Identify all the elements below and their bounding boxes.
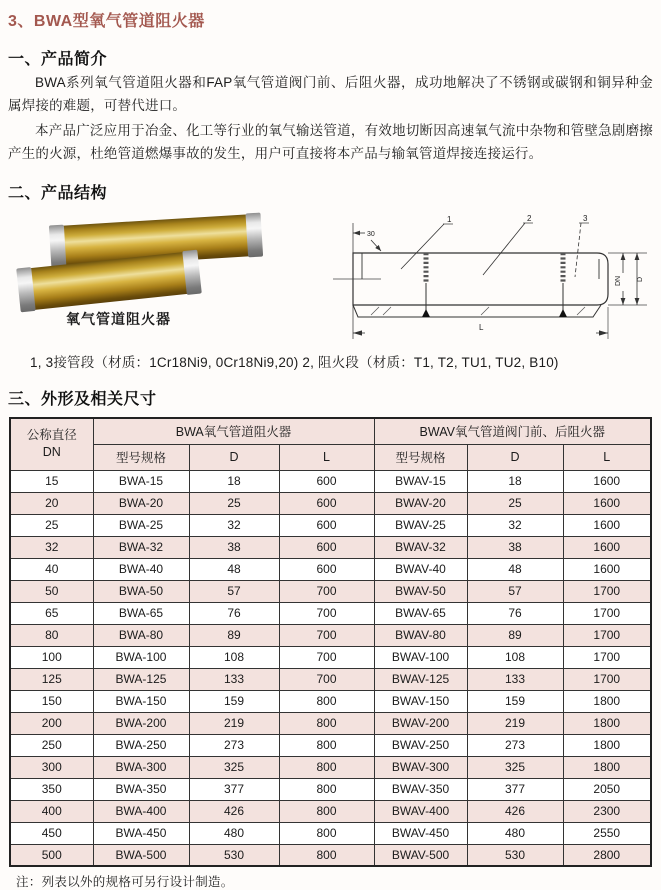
table-row bbox=[10, 646, 651, 668]
table-cell-bwa_l: 800 bbox=[279, 756, 374, 778]
header-bwav-l: L bbox=[563, 444, 651, 470]
table-cell-bwav_l: 1700 bbox=[563, 668, 651, 690]
table-cell-bwav_model: BWAV-500 bbox=[374, 844, 467, 866]
table-cell-bwav_l: 1800 bbox=[563, 734, 651, 756]
drawing-label-part3: 3 bbox=[583, 214, 588, 223]
table-cell-bwa_d: 377 bbox=[189, 778, 279, 800]
table-cell-bwav_model: BWAV-50 bbox=[374, 580, 467, 602]
table-cell-bwa_d: 57 bbox=[189, 580, 279, 602]
intro-paragraph-1: BWA系列氧气管道阻火器和FAP氧气管道阀门前、后阻火器，成功地解决了不锈钢或碳钢和铜异种金属焊接的难题，可替代进口。 bbox=[8, 75, 653, 113]
table-cell-bwav_model: BWAV-300 bbox=[374, 756, 467, 778]
header-dn-label: DN bbox=[42, 445, 61, 460]
table-cell-bwa_d: 89 bbox=[189, 624, 279, 646]
table-cell-bwav_l: 1700 bbox=[563, 624, 651, 646]
table-cell-bwa_model: BWA-400 bbox=[93, 800, 189, 822]
product-photo bbox=[8, 207, 323, 345]
table-cell-bwav_l: 2550 bbox=[563, 822, 651, 844]
table-cell-bwa_l: 700 bbox=[279, 580, 374, 602]
table-cell-bwa_l: 800 bbox=[279, 712, 374, 734]
table-cell-bwa_d: 32 bbox=[189, 514, 279, 536]
table-cell-bwa_d: 159 bbox=[189, 690, 279, 712]
table-cell-dn: 150 bbox=[10, 690, 93, 712]
table-row bbox=[10, 800, 651, 822]
table-cell-bwa_d: 48 bbox=[189, 558, 279, 580]
table-cell-bwav_l: 2050 bbox=[563, 778, 651, 800]
table-cell-bwav_d: 25 bbox=[467, 492, 563, 514]
table-cell-bwav_l: 2300 bbox=[563, 800, 651, 822]
table-cell-bwav_d: 273 bbox=[467, 734, 563, 756]
table-cell-bwav_l: 1800 bbox=[563, 690, 651, 712]
table-cell-bwav_d: 32 bbox=[467, 514, 563, 536]
header-bwa-model: 型号规格 bbox=[93, 444, 189, 470]
table-cell-bwa_model: BWA-80 bbox=[93, 624, 189, 646]
table-cell-bwav_d: 57 bbox=[467, 580, 563, 602]
table-cell-bwav_d: 219 bbox=[467, 712, 563, 734]
table-cell-bwav_d: 377 bbox=[467, 778, 563, 800]
table-cell-bwa_d: 530 bbox=[189, 844, 279, 866]
header-nominal-diameter bbox=[10, 418, 93, 470]
table-cell-bwav_l: 1700 bbox=[563, 646, 651, 668]
table-cell-dn: 300 bbox=[10, 756, 93, 778]
table-row bbox=[10, 756, 651, 778]
header-bwav-d: D bbox=[467, 444, 563, 470]
table-cell-bwa_d: 133 bbox=[189, 668, 279, 690]
table-cell-bwa_model: BWA-150 bbox=[93, 690, 189, 712]
photo-caption: 氧气管道阻火器 bbox=[66, 311, 171, 327]
table-cell-dn: 200 bbox=[10, 712, 93, 734]
table-cell-bwa_l: 800 bbox=[279, 778, 374, 800]
table-cell-bwa_model: BWA-450 bbox=[93, 822, 189, 844]
table-row bbox=[10, 690, 651, 712]
table-cell-dn: 100 bbox=[10, 646, 93, 668]
table-row bbox=[10, 734, 651, 756]
table-cell-bwa_l: 600 bbox=[279, 536, 374, 558]
table-cell-bwav_model: BWAV-400 bbox=[374, 800, 467, 822]
drawing-dim-30: 30 bbox=[367, 231, 375, 238]
table-cell-bwav_model: BWAV-200 bbox=[374, 712, 467, 734]
table-cell-bwav_model: BWAV-450 bbox=[374, 822, 467, 844]
table-cell-bwa_model: BWA-50 bbox=[93, 580, 189, 602]
table-cell-bwa_model: BWA-32 bbox=[93, 536, 189, 558]
header-group-bwav: BWAV氧气管道阀门前、后阻火器 bbox=[374, 418, 651, 444]
table-cell-dn: 50 bbox=[10, 580, 93, 602]
table-cell-bwa_model: BWA-350 bbox=[93, 778, 189, 800]
table-cell-bwav_l: 1700 bbox=[563, 580, 651, 602]
materials-note: 1, 3接管段（材质：1Cr18Ni9, 0Cr18Ni9,20) 2, 阻火段（材质：T1, T2, TU1, TU2, B10) bbox=[30, 355, 559, 370]
table-cell-bwa_l: 800 bbox=[279, 800, 374, 822]
table-cell-dn: 32 bbox=[10, 536, 93, 558]
table-cell-bwa_l: 700 bbox=[279, 602, 374, 624]
table-cell-bwa_model: BWA-125 bbox=[93, 668, 189, 690]
table-cell-bwav_l: 2800 bbox=[563, 844, 651, 866]
drawing-label-part1: 1 bbox=[447, 215, 452, 224]
section-heading-dimensions: 三、外形及相关尺寸 bbox=[8, 391, 157, 408]
table-cell-bwa_model: BWA-25 bbox=[93, 514, 189, 536]
table-cell-bwav_model: BWAV-150 bbox=[374, 690, 467, 712]
table-cell-bwa_d: 25 bbox=[189, 492, 279, 514]
table-cell-bwav_model: BWAV-250 bbox=[374, 734, 467, 756]
drawing-dim-dn: DN bbox=[615, 275, 622, 286]
table-cell-bwav_d: 325 bbox=[467, 756, 563, 778]
table-cell-bwav_model: BWAV-100 bbox=[374, 646, 467, 668]
table-cell-dn: 400 bbox=[10, 800, 93, 822]
dimensions-table-header bbox=[10, 418, 651, 470]
table-cell-bwa_l: 800 bbox=[279, 822, 374, 844]
table-cell-bwav_model: BWAV-32 bbox=[374, 536, 467, 558]
table-cell-dn: 20 bbox=[10, 492, 93, 514]
table-cell-bwa_model: BWA-40 bbox=[93, 558, 189, 580]
table-row bbox=[10, 602, 651, 624]
table-row bbox=[10, 536, 651, 558]
header-nominal-diameter-label: 公称直径 bbox=[26, 428, 77, 443]
table-cell-dn: 65 bbox=[10, 602, 93, 624]
table-cell-bwav_model: BWAV-65 bbox=[374, 602, 467, 624]
table-cell-dn: 40 bbox=[10, 558, 93, 580]
table-row bbox=[10, 668, 651, 690]
table-cell-bwav_l: 1800 bbox=[563, 712, 651, 734]
page-title: 3、BWA型氧气管道阻火器 bbox=[8, 13, 205, 30]
table-cell-bwa_l: 700 bbox=[279, 624, 374, 646]
table-cell-bwav_d: 89 bbox=[467, 624, 563, 646]
table-cell-dn: 250 bbox=[10, 734, 93, 756]
table-cell-bwav_model: BWAV-350 bbox=[374, 778, 467, 800]
table-cell-bwav_d: 18 bbox=[467, 470, 563, 492]
table-cell-bwav_model: BWAV-15 bbox=[374, 470, 467, 492]
table-cell-bwav_l: 1600 bbox=[563, 492, 651, 514]
table-cell-bwa_l: 600 bbox=[279, 492, 374, 514]
table-cell-bwav_l: 1600 bbox=[563, 536, 651, 558]
table-cell-bwa_l: 800 bbox=[279, 734, 374, 756]
table-row bbox=[10, 844, 651, 866]
table-cell-bwa_d: 325 bbox=[189, 756, 279, 778]
section-heading-intro: 一、产品简介 bbox=[8, 51, 108, 68]
footnote: 注：列表以外的规格可另行设计制造。 bbox=[16, 875, 234, 889]
table-cell-bwav_d: 480 bbox=[467, 822, 563, 844]
table-cell-bwav_l: 1600 bbox=[563, 514, 651, 536]
table-cell-bwa_d: 219 bbox=[189, 712, 279, 734]
table-cell-bwa_d: 426 bbox=[189, 800, 279, 822]
table-row bbox=[10, 514, 651, 536]
header-bwa-d: D bbox=[189, 444, 279, 470]
table-cell-bwa_l: 800 bbox=[279, 844, 374, 866]
table-cell-dn: 500 bbox=[10, 844, 93, 866]
intro-paragraph-2: 本产品广泛应用于冶金、化工等行业的氧气输送管道，有效地切断因高速氧气流中杂物和管壁急剧磨擦产生的火源，杜绝管道燃爆事故的发生，用户可直接将本产品与输氧管道焊接连接运行。 bbox=[8, 123, 653, 161]
table-cell-bwa_model: BWA-100 bbox=[93, 646, 189, 668]
table-row bbox=[10, 822, 651, 844]
table-cell-bwav_l: 1600 bbox=[563, 470, 651, 492]
structure-drawing bbox=[331, 207, 661, 345]
table-cell-bwa_l: 700 bbox=[279, 668, 374, 690]
dimensions-table bbox=[9, 417, 652, 867]
drawing-label-part2: 2 bbox=[527, 214, 532, 223]
table-cell-bwa_l: 800 bbox=[279, 690, 374, 712]
table-cell-dn: 15 bbox=[10, 470, 93, 492]
table-cell-bwav_d: 48 bbox=[467, 558, 563, 580]
drawing-dim-d: D bbox=[637, 276, 644, 282]
table-cell-bwa_d: 76 bbox=[189, 602, 279, 624]
section-heading-structure: 二、产品结构 bbox=[8, 185, 108, 202]
dimensions-table-body bbox=[10, 470, 651, 866]
table-cell-dn: 450 bbox=[10, 822, 93, 844]
table-cell-bwa_model: BWA-65 bbox=[93, 602, 189, 624]
table-row bbox=[10, 470, 651, 492]
table-cell-bwav_d: 38 bbox=[467, 536, 563, 558]
table-cell-bwav_d: 159 bbox=[467, 690, 563, 712]
table-cell-bwa_model: BWA-500 bbox=[93, 844, 189, 866]
table-cell-bwav_l: 1600 bbox=[563, 558, 651, 580]
table-cell-bwa_model: BWA-200 bbox=[93, 712, 189, 734]
table-cell-bwav_d: 133 bbox=[467, 668, 563, 690]
table-cell-bwav_model: BWAV-80 bbox=[374, 624, 467, 646]
table-cell-bwa_l: 600 bbox=[279, 514, 374, 536]
table-cell-bwav_l: 1800 bbox=[563, 756, 651, 778]
table-row bbox=[10, 492, 651, 514]
table-cell-bwav_model: BWAV-125 bbox=[374, 668, 467, 690]
table-cell-bwa_d: 480 bbox=[189, 822, 279, 844]
table-cell-bwav_d: 108 bbox=[467, 646, 563, 668]
structure-figures bbox=[8, 207, 653, 345]
table-cell-bwav_l: 1700 bbox=[563, 602, 651, 624]
table-cell-bwav_model: BWAV-20 bbox=[374, 492, 467, 514]
header-bwav-model: 型号规格 bbox=[374, 444, 467, 470]
table-cell-bwav_model: BWAV-40 bbox=[374, 558, 467, 580]
table-cell-bwa_l: 700 bbox=[279, 646, 374, 668]
flame-arrester-cylinder-front bbox=[16, 250, 202, 313]
table-row bbox=[10, 558, 651, 580]
table-cell-bwa_d: 38 bbox=[189, 536, 279, 558]
table-cell-bwa_model: BWA-300 bbox=[93, 756, 189, 778]
table-cell-bwa_d: 18 bbox=[189, 470, 279, 492]
table-row bbox=[10, 624, 651, 646]
table-cell-bwav_d: 426 bbox=[467, 800, 563, 822]
table-cell-dn: 350 bbox=[10, 778, 93, 800]
table-cell-dn: 125 bbox=[10, 668, 93, 690]
table-cell-bwa_l: 600 bbox=[279, 470, 374, 492]
header-group-bwa: BWA氧气管道阻火器 bbox=[93, 418, 374, 444]
table-cell-bwav_model: BWAV-25 bbox=[374, 514, 467, 536]
table-cell-dn: 80 bbox=[10, 624, 93, 646]
drawing-dim-l: L bbox=[479, 323, 484, 332]
table-cell-bwa_model: BWA-250 bbox=[93, 734, 189, 756]
table-cell-dn: 25 bbox=[10, 514, 93, 536]
cylinder-end-cap bbox=[245, 213, 263, 258]
table-cell-bwa_model: BWA-20 bbox=[93, 492, 189, 514]
table-cell-bwa_model: BWA-15 bbox=[93, 470, 189, 492]
table-row bbox=[10, 712, 651, 734]
header-bwa-l: L bbox=[279, 444, 374, 470]
table-cell-bwa_l: 600 bbox=[279, 558, 374, 580]
table-cell-bwa_d: 108 bbox=[189, 646, 279, 668]
table-row bbox=[10, 778, 651, 800]
table-row bbox=[10, 580, 651, 602]
table-cell-bwav_d: 76 bbox=[467, 602, 563, 624]
table-cell-bwav_d: 530 bbox=[467, 844, 563, 866]
table-cell-bwa_d: 273 bbox=[189, 734, 279, 756]
